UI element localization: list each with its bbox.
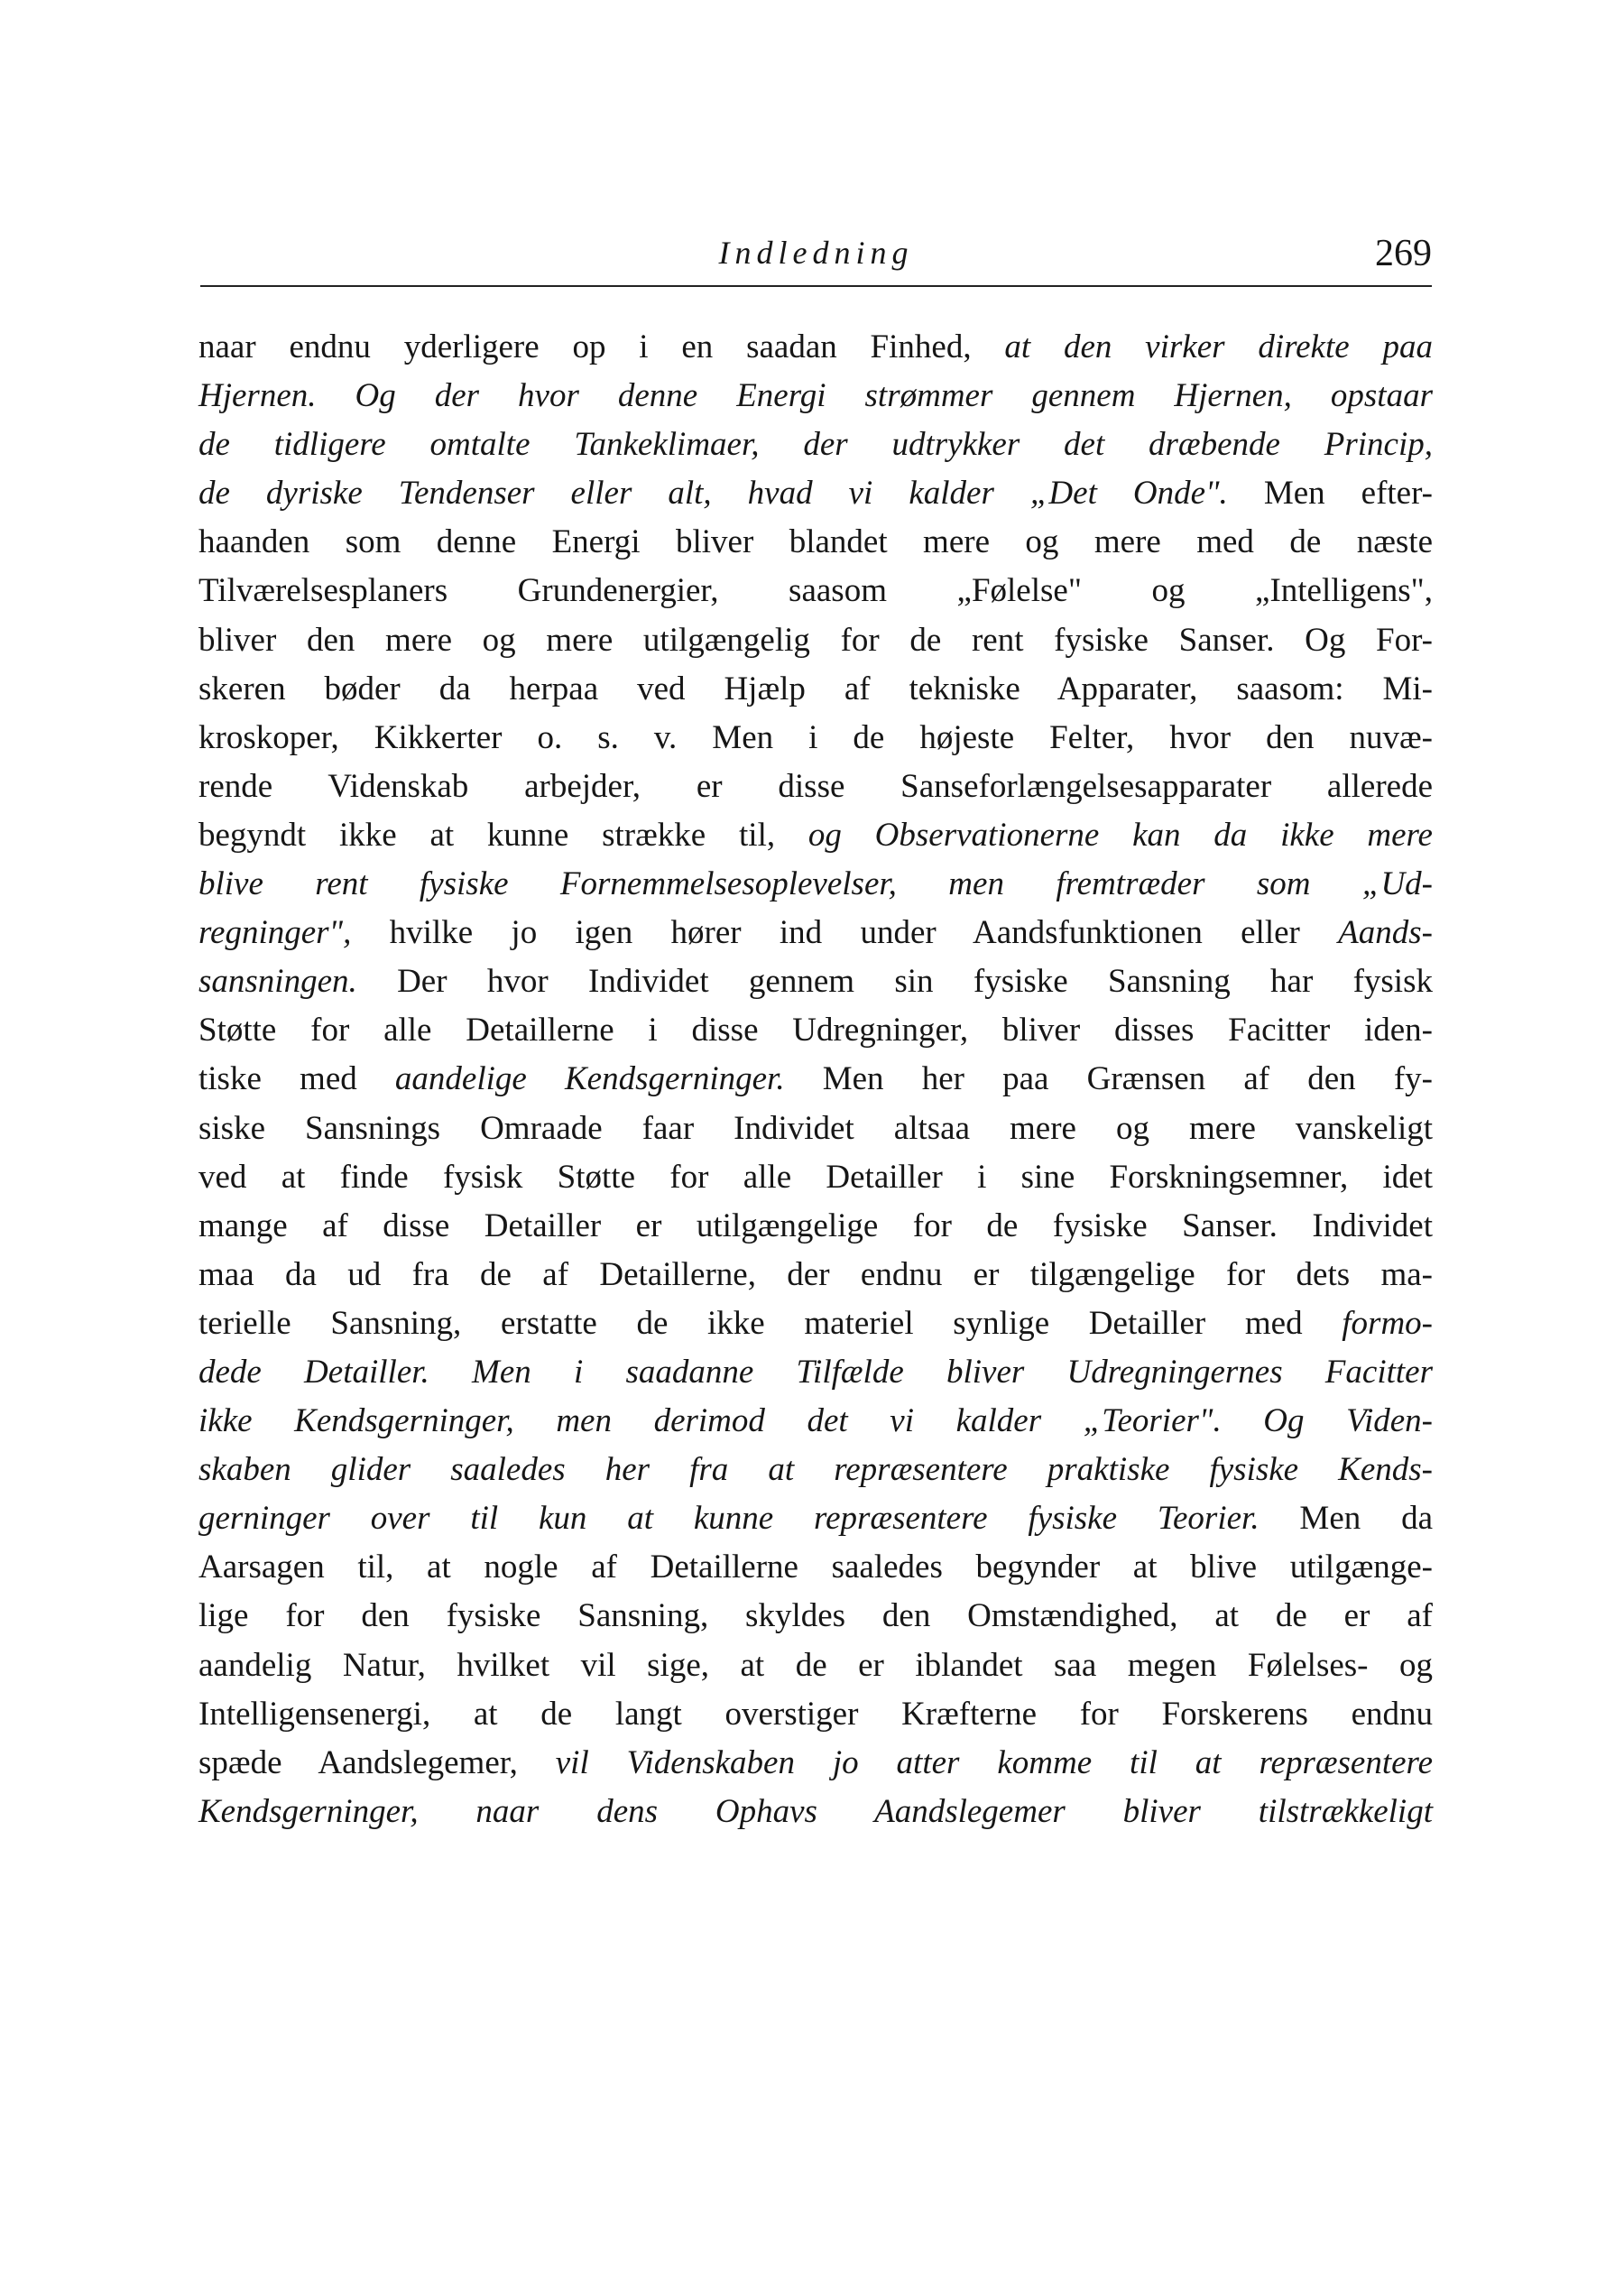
text-segment: Men da: [1299, 1500, 1433, 1538]
text-segment: lige for den fysiske Sansning, skyldes den Omstændighed, at de er af: [198, 1597, 1433, 1635]
text-segment: maa da ud fra de af Detaillerne, der endnu er tilgængelige for dets ma-: [198, 1255, 1433, 1293]
italic-text: regninger",: [198, 914, 390, 952]
body-text: [198, 323, 1433, 1836]
italic-text: skaben glider saaledes her fra at repræsentere praktiske fysiske Kends-: [198, 1451, 1433, 1489]
text-segment: aandelig Natur, hvilket vil sige, at de er iblandet saa megen Følelses- og: [198, 1646, 1433, 1684]
italic-text: at den virker direkte paa: [1004, 328, 1433, 365]
text-line: [198, 665, 1433, 714]
text-line: [198, 1788, 1433, 1836]
text-segment: kroskoper, Kikkerter o. s. v. Men i de højeste Felter, hvor den nuvæ-: [198, 718, 1433, 756]
text-segment: Støtte for alle Detaillerne i disse Udregninger, bliver disses Facitter iden-: [198, 1012, 1433, 1049]
text-line: [198, 616, 1433, 665]
text-segment: rende Videnskab arbejder, er disse Sanseforlængelsesapparater allerede: [198, 767, 1433, 805]
text-segment: naar endnu yderligere op i en saadan Finhed,: [198, 328, 1005, 365]
text-line: [198, 1543, 1433, 1592]
text-line: [198, 1641, 1433, 1690]
text-line: [198, 714, 1433, 763]
text-line: [198, 860, 1433, 909]
text-line: [198, 323, 1433, 372]
text-line: [198, 763, 1433, 811]
text-line: [198, 1202, 1433, 1251]
italic-text: vil Videnskaben jo atter komme til at repræsentere: [555, 1743, 1433, 1781]
text-line: [198, 372, 1433, 421]
text-line: [198, 421, 1433, 469]
italic-text: sansningen.: [198, 963, 398, 1001]
text-segment: ved at finde fysisk Støtte for alle Detailler i sine Forskningsemner, idet: [198, 1158, 1433, 1196]
running-title: Indledning: [718, 235, 914, 271]
text-line: [198, 1592, 1433, 1641]
text-segment: hvilke jo igen hører ind under Aandsfunktionen eller: [389, 914, 1339, 952]
text-line: [198, 567, 1433, 615]
italic-text: dede Detailler. Men i saadanne Tilfælde bliver Udregningernes Facitter: [198, 1353, 1433, 1391]
text-segment: Men efter-: [1263, 475, 1433, 513]
text-segment: Intelligensenergi, at de langt overstiger Kræfterne for Forskerens endnu: [198, 1695, 1433, 1733]
text-line: [198, 1299, 1433, 1348]
text-line: [198, 1153, 1433, 1202]
text-segment: terielle Sansning, erstatte de ikke materiel synlige Detailler med: [198, 1304, 1343, 1342]
text-line: [198, 811, 1433, 860]
text-segment: Aarsagen til, at nogle af Detaillerne saaledes begynder at blive utilgænge-: [198, 1549, 1433, 1586]
italic-text: de dyriske Tendenser eller alt, hvad vi kalder „Det Onde".: [198, 475, 1264, 513]
text-line: [198, 469, 1433, 518]
italic-text: formo-: [1342, 1304, 1433, 1342]
text-line: [198, 1446, 1433, 1494]
text-line: [198, 1105, 1433, 1153]
text-segment: siske Sansnings Omraade faar Individet altsaa mere og mere vanskeligt: [198, 1109, 1433, 1147]
italic-text: blive rent fysiske Fornemmelsesoplevelser, men fremtræder som „Ud-: [198, 865, 1433, 903]
text-line: [198, 1006, 1433, 1055]
italic-text: Kendsgerninger, naar dens Ophavs Aandslegemer bliver tilstrækkeligt: [198, 1792, 1433, 1830]
text-segment: bliver den mere og mere utilgængelig for de rent fysiske Sanser. Og For-: [198, 621, 1433, 659]
italic-text: og Observationerne kan da ikke mere: [807, 816, 1433, 854]
text-segment: haanden som denne Energi bliver blandet mere og mere med de næste: [198, 523, 1433, 561]
text-segment: tiske med: [198, 1060, 395, 1098]
italic-text: ikke Kendsgerninger, men derimod det vi kalder „Teorier". Og Viden-: [198, 1402, 1433, 1440]
text-line: [198, 1348, 1433, 1397]
page-number: 269: [1375, 233, 1432, 274]
text-segment: mange af disse Detailler er utilgængelige for de fysiske Sanser. Individet: [198, 1207, 1433, 1244]
text-segment: Men her paa Grænsen af den fy-: [822, 1060, 1433, 1098]
text-line: [198, 909, 1433, 957]
italic-text: gerninger over til kun at kunne repræsentere fysiske Teorier.: [198, 1500, 1300, 1538]
header-rule: [200, 285, 1432, 287]
italic-text: aandelige Kendsgerninger.: [394, 1060, 823, 1098]
text-line: [198, 1055, 1433, 1104]
italic-text: Aands-: [1338, 914, 1433, 952]
text-segment: spæde Aandslegemer,: [198, 1743, 556, 1781]
text-segment: skeren bøder da herpaa ved Hjælp af tekniske Apparater, saasom: Mi-: [198, 670, 1433, 707]
text-segment: Tilværelsesplaners Grundenergier, saasom „Følelse" og „Intelligens",: [198, 572, 1433, 610]
text-line: [198, 1397, 1433, 1446]
text-line: [198, 1690, 1433, 1739]
text-segment: Der hvor Individet gennem sin fysiske Sansning har fysisk: [397, 963, 1433, 1001]
italic-text: Hjernen. Og der hvor denne Energi strømmer gennem Hjernen, opstaar: [198, 377, 1433, 415]
text-line: [198, 957, 1433, 1006]
running-header: [200, 224, 1432, 289]
text-line: [198, 1494, 1433, 1543]
text-segment: begyndt ikke at kunne strække til,: [198, 816, 808, 854]
text-line: [198, 518, 1433, 567]
text-line: [198, 1739, 1433, 1788]
text-line: [198, 1251, 1433, 1299]
italic-text: de tidligere omtalte Tankeklimaer, der udtrykker det dræbende Princip,: [198, 426, 1433, 464]
